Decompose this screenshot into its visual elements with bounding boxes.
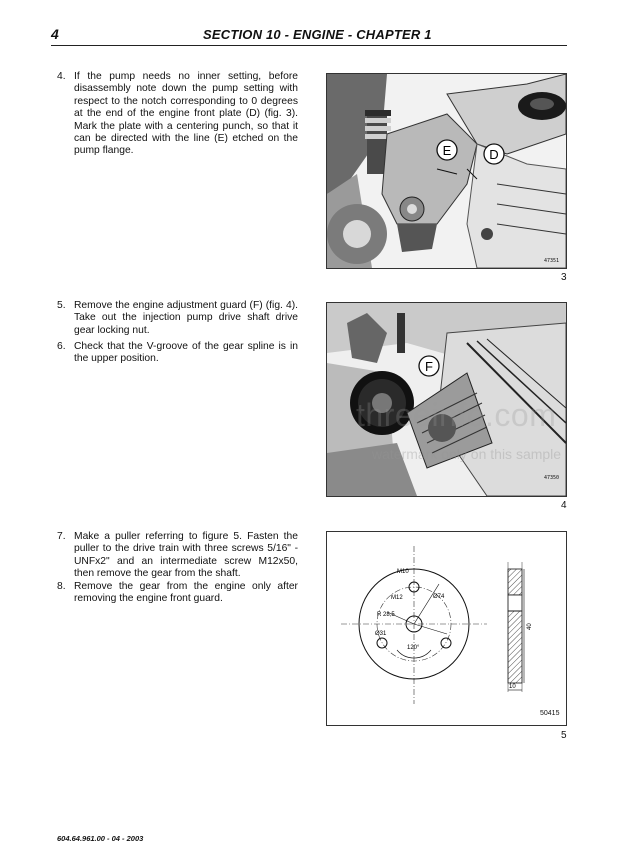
dim-label: M10 (397, 569, 409, 575)
step-8 (57, 581, 298, 609)
step-number: 5. (57, 300, 66, 311)
step-text: Remove the engine adjustment guard (F) (fig. 4). Take out the injection pump drive shaft drive gear locking nut. (74, 300, 298, 336)
document-footer: 604.64.961.00 - 04 - 2003 (57, 834, 144, 843)
figure-number: 5 (561, 730, 567, 741)
watermark-brand: threeinfo.com (356, 397, 557, 433)
figure-number: 3 (561, 272, 567, 283)
figure-5-puller-drawing (326, 531, 567, 726)
dim-label: 120° (407, 645, 420, 651)
step-text: Remove the gear from the engine only after removing the engine front guard. (74, 581, 298, 605)
figure-code: 47350 (544, 475, 560, 481)
callout-d: D (489, 147, 499, 162)
callout-d-marker (484, 144, 504, 164)
figure-number: 4 (561, 500, 567, 511)
step-text: Check that the V-groove of the gear spline is in the upper position. (74, 341, 298, 365)
dim-label: Ø74 (433, 594, 445, 600)
step-6 (57, 341, 298, 369)
header-rule (51, 45, 567, 46)
figure-code: 47351 (544, 258, 560, 264)
step-number: 6. (57, 341, 66, 352)
step-4 (57, 71, 298, 171)
step-5 (57, 300, 298, 340)
step-number: 4. (57, 71, 66, 82)
step-text: Make a puller referring to figure 5. Fasten the puller to the drive train with three screws 5/16" - UNFx2" and an intermediate screw M12x50, then remove the gear from the shaft. (74, 531, 298, 580)
dim-label: Ø31 (375, 631, 387, 637)
figure-3-pump-photo (326, 73, 567, 269)
watermark-note: watermark only on this sample (372, 446, 562, 462)
dim-label: 10 (509, 684, 516, 690)
step-number: 8. (57, 581, 66, 592)
dim-label: M12 (391, 595, 403, 601)
callout-f-marker (419, 356, 439, 376)
figure-code: 50415 (540, 710, 560, 717)
dim-label: R 28,5 (377, 612, 395, 618)
step-text: If the pump needs no inner setting, before disassembly note down the pump setting with respect to the notch corresponding to 0 degrees at the end of the engine front plate (D) (fig. 3). Mark the plate with a centering punch, so that it can be directed with the line (E) etched on the pump flange. (74, 71, 298, 157)
callout-f: F (425, 359, 433, 374)
step-number: 7. (57, 531, 66, 542)
callout-e-marker (437, 140, 457, 160)
step-7 (57, 531, 298, 583)
callout-e: E (442, 143, 452, 158)
page-number: 4 (51, 26, 59, 42)
dim-label: 40 (527, 623, 533, 630)
section-title: SECTION 10 - ENGINE - CHAPTER 1 (203, 27, 432, 42)
